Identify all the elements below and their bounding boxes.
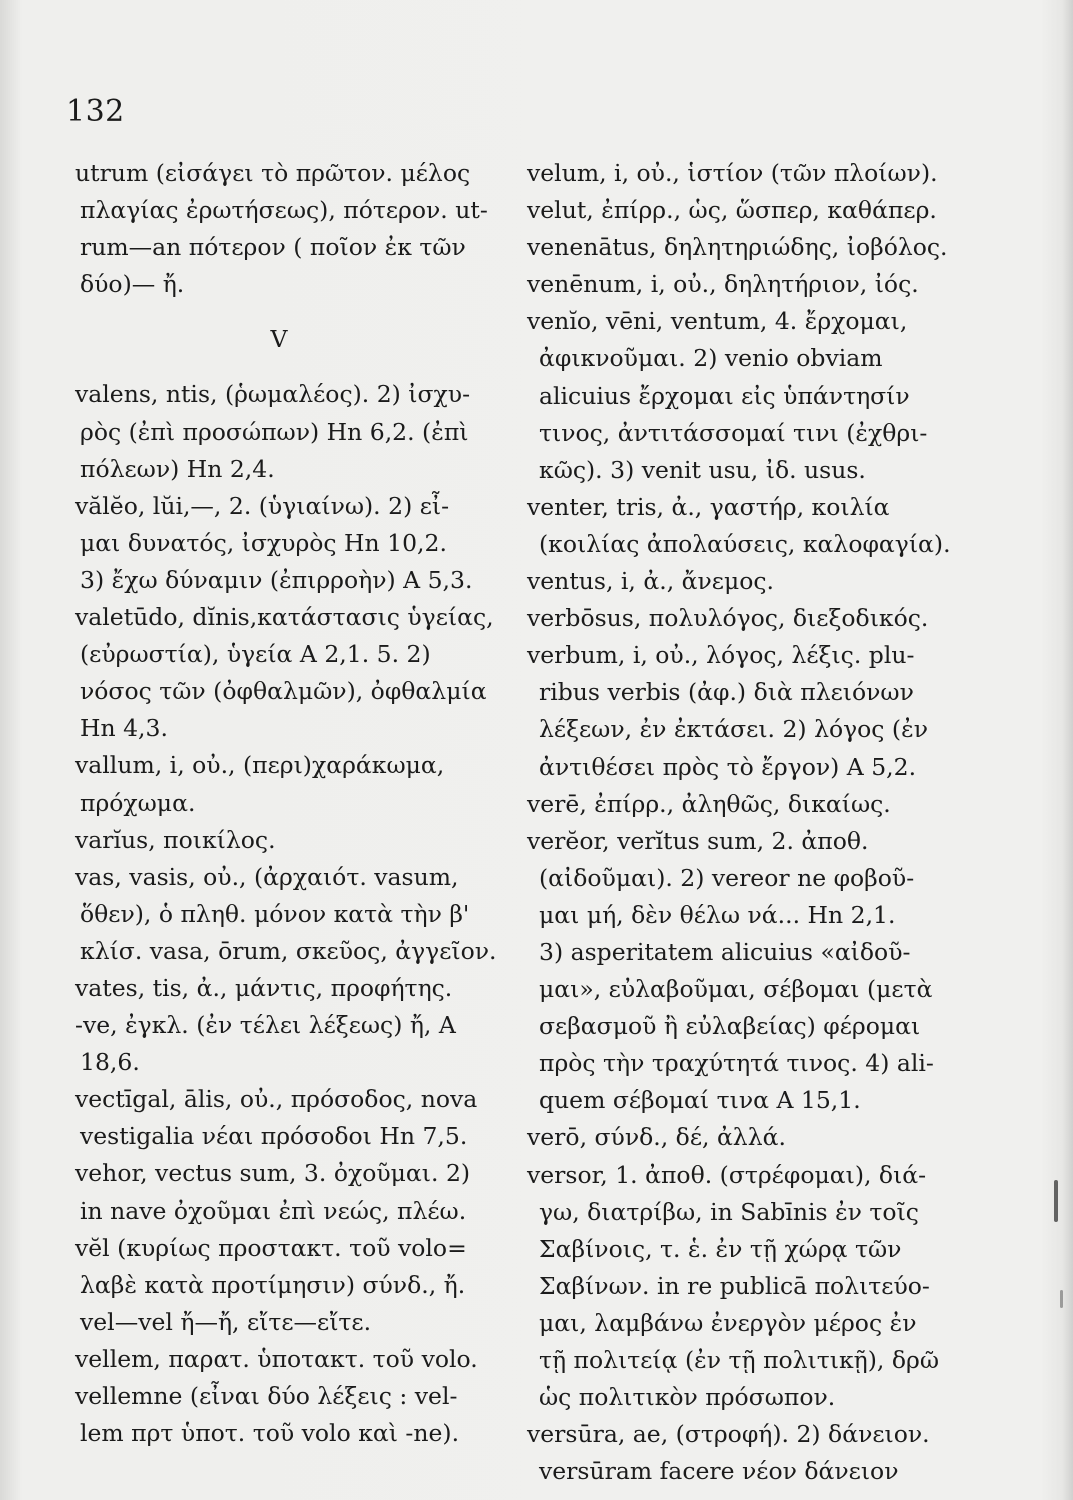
entry-line: σεβασμοῦ ἢ εὐλαβείας) φέρομαι xyxy=(539,1012,921,1041)
entry-line: μαι δυνατός, ἰσχυρὸς Hn 10,2. xyxy=(80,528,447,557)
entry-line: 18,6. xyxy=(80,1048,140,1077)
entry-line: -ve, ἐγκλ. (ἐν τέλει λέξεως) ἤ, A xyxy=(75,1011,456,1040)
entry-line: vestigalia νέαι πρόσοδοι Hn 7,5. xyxy=(80,1122,468,1151)
entry-line: vălĕo, lŭi,—, 2. (ὑγιαίνω). 2) εἶ- xyxy=(75,491,450,520)
entry-line: alicuius ἔρχομαι εἰς ὑπάντησίν xyxy=(539,381,910,410)
entry-line: ἀντιθέσει πρὸς τὸ ἔργον) A 5,2. xyxy=(539,752,917,781)
entry-line: νόσος τῶν (ὀφθαλμῶν), ὀφθαλμία xyxy=(80,677,487,706)
entry-line: μαι», εὐλαβοῦμαι, σέβομαι (μετὰ xyxy=(539,975,933,1004)
entry-line: (κοιλίας ἀπολαύσεις, καλοφαγία). xyxy=(539,529,951,558)
left-column xyxy=(75,155,500,1452)
entry-line: γω, διατρίβω, in Sabīnis ἐν τοῖς xyxy=(539,1197,919,1226)
entry-line: versūram facere νέον δάνειον xyxy=(539,1457,899,1486)
page-edge-shadow xyxy=(1062,0,1073,1500)
entry-line: verō, σύνδ., δέ, ἀλλά. xyxy=(527,1123,786,1152)
entry-line: λαβὲ κατὰ προτίμησιν) σύνδ., ἤ. xyxy=(80,1270,466,1299)
entry-line: vellem, παρατ. ὑποτακτ. τοῦ volo. xyxy=(75,1344,478,1373)
entry-line: vectīgal, ālis, οὐ., πρόσοδος, nova xyxy=(75,1085,478,1114)
scan-artifact xyxy=(1054,1180,1058,1222)
entry-line: utrum (εἰσάγει τὸ πρῶτον. μέλος xyxy=(75,159,471,187)
entry-line: μαι, λαμβάνω ἐνεργὸν μέρος ἐν xyxy=(539,1308,917,1337)
section-heading: V xyxy=(270,325,290,354)
entry-line: 3) ἔχω δύναμιν (ἐπιρροὴν) A 5,3. xyxy=(80,565,473,594)
entry-line: varĭus, ποικίλος. xyxy=(75,825,276,854)
entry-line: venĭo, vēni, ventum, 4. ἔρχομαι, xyxy=(527,307,908,336)
entry-line: valens, ntis, (ῥωμαλέος). 2) ἰσχυ- xyxy=(75,380,471,409)
entry-line: Σαβίνοις, τ. ἑ. ἐν τῇ χώρᾳ τῶν xyxy=(539,1234,902,1263)
entry-line: venter, tris, ἀ., γαστήρ, κοιλία xyxy=(527,492,890,521)
entry-line: ἀφικνοῦμαι. 2) venio obviam xyxy=(539,344,883,373)
entry-line: ὡς πολιτικὸν πρόσωπον. xyxy=(539,1383,836,1412)
entry-line: verbōsus, πολυλόγος, διεξοδικός. xyxy=(527,604,929,633)
entry-line: πρόχωμα. xyxy=(80,788,196,817)
entry-line: πρὸς τὴν τραχύτητά τινος. 4) ali- xyxy=(539,1049,934,1078)
entry-line: velut, ἐπίρρ., ὡς, ὥσπερ, καθάπερ. xyxy=(527,196,937,225)
entry-line: τῇ πολιτείᾳ (ἐν τῇ πολιτικῇ), δρῶ xyxy=(539,1346,939,1374)
entry-line: Σαβίνων. in re publicā πολιτεύο- xyxy=(539,1271,930,1300)
entry-line: rum—an πότερον ( ποῖον ἐκ τῶν xyxy=(80,233,466,262)
entry-line: versūra, ae, (στροφή). 2) δάνειον. xyxy=(527,1420,930,1449)
entry-line: venenātus, δηλητηριώδης, ἰοβόλος. xyxy=(527,233,948,262)
entry-line: ρὸς (ἐπὶ προσώπων) Hn 6,2. (ἐπὶ xyxy=(80,417,469,446)
entry-line: in nave ὀχοῦμαι ἐπὶ νεώς, πλέω. xyxy=(80,1196,467,1225)
entry-line: valetūdo, dĭnis,κατάστασις ὑγείας, xyxy=(75,603,494,632)
entry-line: vas, vasis, οὐ., (ἀρχαιότ. vasum, xyxy=(75,862,459,891)
entry-line: κῶς). 3) venit usu, ἰδ. usus. xyxy=(539,455,866,484)
entry-line: vallum, i, οὐ., (περι)χαράκωμα, xyxy=(75,751,445,780)
entry-line: lem πρτ ὑποτ. τοῦ volo καὶ -ne). xyxy=(80,1419,460,1448)
entry-line: τινος, ἀντιτάσσομαί τινι (ἐχθρι- xyxy=(539,418,928,447)
entry-line: δύο)— ἤ. xyxy=(80,270,185,299)
entry-line: quem σέβομαί τινα A 15,1. xyxy=(539,1086,861,1115)
entry-line: vel—vel ἤ—ἤ, εἴτε—εἴτε. xyxy=(80,1307,372,1336)
entry-line: κλίσ. vasa, ōrum, σκεῦος, ἀγγεῖον. xyxy=(80,936,497,965)
entry-line: πλαγίας ἐρωτήσεως), πότερον. ut- xyxy=(80,196,488,225)
entry-line: (αἰδοῦμαι). 2) vereor ne φοβοῦ- xyxy=(539,863,915,892)
entry-line: verē, ἐπίρρ., ἀληθῶς, δικαίως. xyxy=(527,789,891,818)
entry-line: (εὐρωστία), ὑγεία A 2,1. 5. 2) xyxy=(80,640,431,669)
entry-line: λέξεων, ἐν ἐκτάσει. 2) λόγος (ἐν xyxy=(539,715,929,744)
entry-line: ὅθεν), ὁ πληθ. μόνον κατὰ τὴν β' xyxy=(80,899,470,928)
entry-line: vates, tis, ἀ., μάντις, προφήτης. xyxy=(75,973,453,1002)
right-column xyxy=(527,155,1027,1490)
entry-line: Hn 4,3. xyxy=(80,714,168,743)
entry-line: velum, i, οὐ., ἱστίον (τῶν πλοίων). xyxy=(527,159,938,187)
entry-line: 3) asperitatem alicuius «αἰδοῦ- xyxy=(539,937,911,966)
entry-line: ribus verbis (ἀφ.) διὰ πλειόνων xyxy=(539,678,914,707)
entry-line: verbum, i, οὐ., λόγος, λέξις. plu- xyxy=(527,641,915,670)
entry-line: πόλεων) Hn 2,4. xyxy=(80,454,275,483)
entry-line: venēnum, i, οὐ., δηλητήριον, ἰός. xyxy=(527,270,919,299)
entry-line: versor, 1. ἀποθ. (στρέφομαι), διά- xyxy=(527,1160,927,1189)
entry-line: ventus, i, ἀ., ἄνεμος. xyxy=(527,567,775,596)
entry-line: vĕl (κυρίως προστακτ. τοῦ volo= xyxy=(75,1233,467,1262)
entry-line: vellemne (εἶναι δύο λέξεις : vel- xyxy=(75,1382,458,1410)
entry-line: μαι μή, δὲν θέλω νά... Hn 2,1. xyxy=(539,900,896,929)
entry-line: verĕor, verĭtus sum, 2. ἀποθ. xyxy=(527,826,869,855)
entry-line: vehor, vectus sum, 3. ὀχοῦμαι. 2) xyxy=(75,1159,471,1188)
page-number: 132 xyxy=(66,94,125,129)
